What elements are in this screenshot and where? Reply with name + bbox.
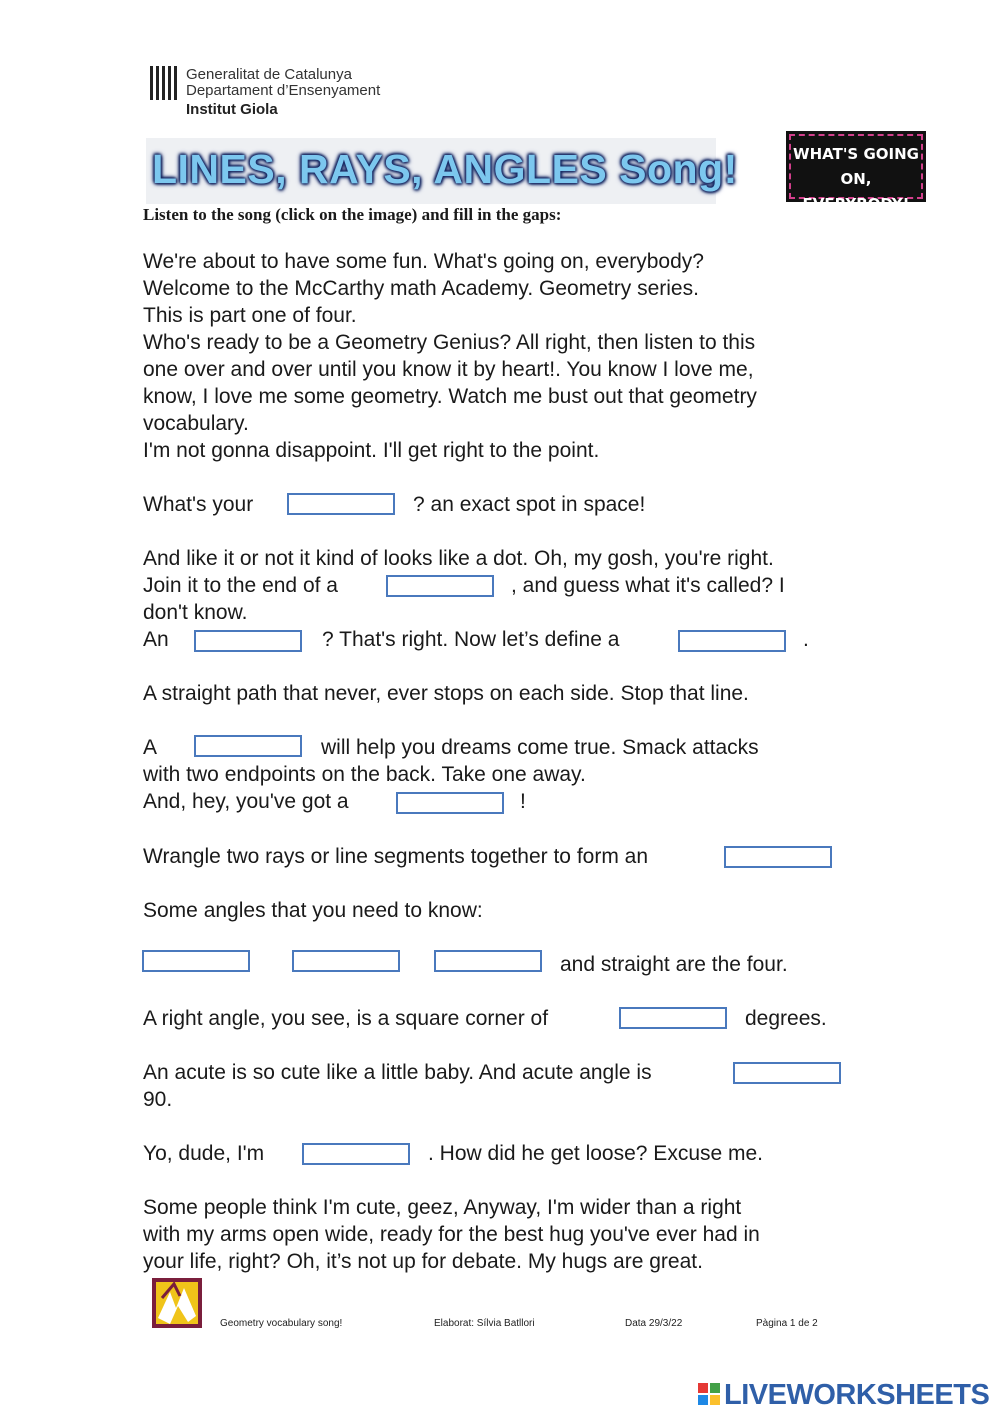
- footer-doc-title: Geometry vocabulary song!: [220, 1318, 343, 1329]
- lyric-text: Wrangle two rays or line segments together to form an: [143, 845, 649, 868]
- intro-line: Who's ready to be a Geometry Genius? All right, then listen to this: [143, 331, 756, 354]
- intro-line: one over and over until you know it by heart!. You know I love me,: [143, 358, 754, 381]
- lyric-text: What's your: [143, 493, 254, 516]
- gap-input-point[interactable]: [287, 493, 395, 515]
- gap-input-acute[interactable]: [733, 1062, 841, 1084]
- intro-line: Welcome to the McCarthy math Academy. Geometry series.: [143, 277, 699, 300]
- page-title: LINES, RAYS, ANGLES Song!: [152, 146, 738, 192]
- lyric-text: your life, right? Oh, it’s not up for debate. My hugs are great.: [143, 1250, 703, 1273]
- lyric-text: An: [143, 628, 169, 651]
- header-line-1: Generalitat de Catalunya: [186, 66, 352, 83]
- school-header: [150, 64, 430, 120]
- thumbnail-caption: [786, 142, 926, 217]
- catalonia-crest-icon: [150, 66, 178, 100]
- thumbnail-line-1: WHAT'S GOING: [793, 145, 919, 163]
- lyric-text: 90.: [143, 1088, 173, 1111]
- lyric-text: Yo, dude, I'm: [143, 1142, 265, 1165]
- liveworksheets-mark-icon: [698, 1383, 720, 1405]
- lyric-text: .: [803, 628, 809, 651]
- lyric-text: , and guess what it's called? I: [511, 574, 785, 597]
- footer-page: Pàgina 1 de 2: [756, 1318, 818, 1329]
- lyric-text: !: [520, 790, 526, 813]
- intro-line: know, I love me some geometry. Watch me bust out that geometry: [143, 385, 757, 408]
- intro-line: I'm not gonna disappoint. I'll get right to the point.: [143, 439, 600, 462]
- gap-input-angle-type-2[interactable]: [292, 950, 400, 972]
- intro-line: vocabulary.: [143, 412, 249, 435]
- footer-author: Elaborat: Sílvia Batllori: [434, 1318, 535, 1329]
- lyric-text: degrees.: [745, 1007, 827, 1030]
- lyric-text: ? That's right. Now let’s define a: [322, 628, 620, 651]
- lyric-text: An acute is so cute like a little baby. And acute angle is: [143, 1061, 652, 1084]
- lyric-text: And, hey, you've got a: [143, 790, 349, 813]
- gap-input-obtuse[interactable]: [302, 1143, 410, 1165]
- lyric-text: and straight are the four.: [560, 953, 788, 976]
- instructions: Listen to the song (click on the image) and fill in the gaps:: [143, 205, 562, 224]
- gap-input-angle-type-3[interactable]: [434, 950, 542, 972]
- gap-input-line-segment[interactable]: [194, 735, 302, 757]
- lyric-text: ? an exact spot in space!: [413, 493, 646, 516]
- liveworksheets-wordmark: LIVEWORKSHEETS: [724, 1379, 990, 1411]
- gap-input-angle-type-1[interactable]: [142, 950, 250, 972]
- title-banner: [146, 138, 738, 204]
- gap-input-ray[interactable]: [396, 792, 504, 814]
- intro-line: We're about to have some fun. What's going on, everybody?: [143, 250, 704, 273]
- gap-input-angle[interactable]: [724, 846, 832, 868]
- lyric-text: with two endpoints on the back. Take one away.: [143, 763, 586, 786]
- gap-input-line[interactable]: [678, 630, 786, 652]
- intro-paragraph: [143, 248, 757, 464]
- lyric-text: A straight path that never, ever stops on each side. Stop that line.: [143, 682, 749, 705]
- gap-input-endpoint[interactable]: [194, 630, 302, 652]
- lyric-text: And like it or not it kind of looks like a dot. Oh, my gosh, you're right.: [143, 547, 774, 570]
- lyric-text: don't know.: [143, 601, 248, 624]
- lyric-text: A right angle, you see, is a square corner of: [143, 1007, 549, 1030]
- lyric-text: A: [143, 736, 158, 759]
- institut-logo-icon: [152, 1278, 202, 1328]
- lyric-text: Some people think I'm cute, geez, Anyway, I'm wider than a right: [143, 1196, 742, 1219]
- gap-input-degrees[interactable]: [619, 1007, 727, 1029]
- header-line-3: Institut Giola: [186, 101, 278, 118]
- thumbnail-line-2: ON, EVERYBODY!: [802, 170, 910, 213]
- lyric-text: with my arms open wide, ready for the best hug you've ever had in: [143, 1223, 760, 1246]
- lyric-text: Some angles that you need to know:: [143, 899, 483, 922]
- intro-line: This is part one of four.: [143, 304, 357, 327]
- gap-input-segment[interactable]: [386, 575, 494, 597]
- lyric-text: Join it to the end of a: [143, 574, 338, 597]
- lyric-text: will help you dreams come true. Smack attacks: [321, 736, 759, 759]
- song-video-thumbnail[interactable]: [786, 131, 926, 213]
- header-line-2: Departament d’Ensenyament: [186, 82, 381, 99]
- lyric-text: . How did he get loose? Excuse me.: [428, 1142, 764, 1165]
- footer-date: Data 29/3/22: [625, 1318, 683, 1329]
